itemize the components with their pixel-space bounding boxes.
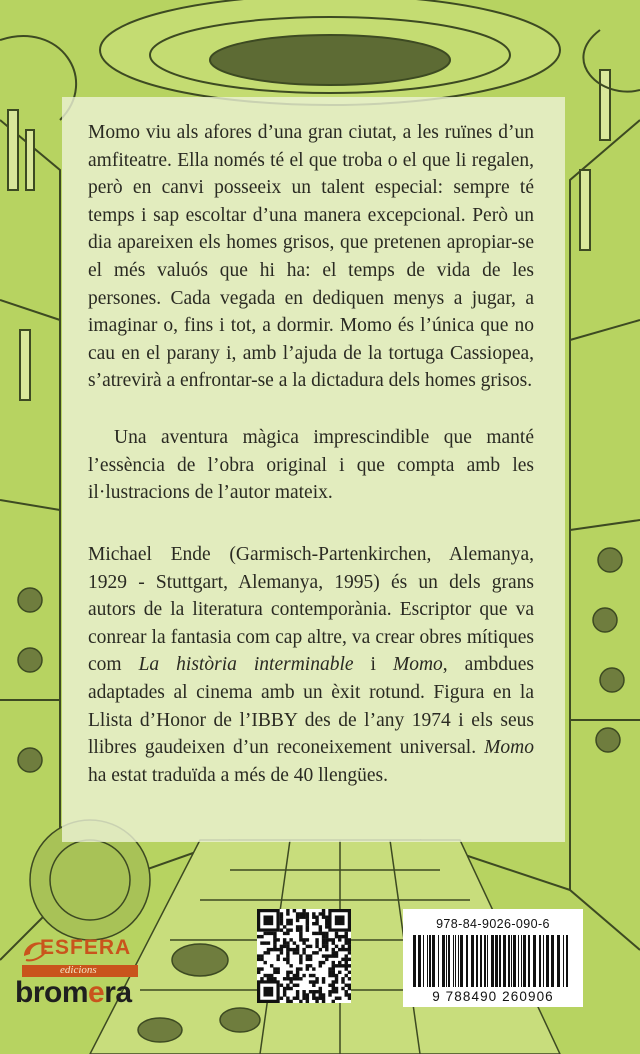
ean-number: 9 788490 260906 — [432, 989, 554, 1004]
book-title: Momo — [484, 737, 534, 759]
edicions-label: edicions — [60, 964, 97, 976]
author-bio-text: , ambdues adaptades al cinema amb un èxit rotund. Figura en la Llista d’Honor de l’IBBY des de l’any 1974 i els seus llibres gaudeixen d’un reconeixement universal. — [88, 654, 534, 759]
author-bio-text: i — [353, 654, 393, 676]
barcode-bars — [411, 935, 575, 987]
blurb-paragraph-1: Momo viu als afores d’una gran ciutat, a les ruïnes d’un amfiteatre. Ella només té el que troba o el que li regalen, però en canvi posseeix un talent especial: sempre té temps i sap escoltar d’una manera excepcional. Però un dia apareixen els homes grisos, que pretenen apropiar-se el més valuós que hi ha: el temps de vida de les persones. Cada vegada en dediquen menys a jugar, a imaginar o, fins i tot, a dormir. Momo és l’única que no cau en el parany i, amb l’ajuda de la tortuga Cassiopea, s’atrevirà a enfrontar-se a la dictadura dels homes grisos. — [88, 122, 534, 392]
isbn-number: 978-84-9026-090-6 — [436, 917, 550, 931]
author-bio-text: ha estat traduïda a més de 40 llengües. — [88, 764, 388, 786]
imprint-name: ESFERA — [40, 936, 132, 959]
qr-code-icon — [257, 909, 351, 1003]
author-bio-text: Michael Ende (Garmisch-Partenkirchen, Alemanya, 1929 - Stuttgart, Alemanya, 1995) és un dels grans autors de la literatura contemporània. Escriptor que va conrear la fantasia com cap altre, va crear obres mítiques com — [88, 544, 534, 676]
publisher-name-accent: e — [88, 976, 105, 1009]
book-title: La història interminable — [138, 654, 354, 676]
publisher-name — [15, 976, 132, 1010]
book-title: Momo — [392, 654, 443, 676]
publisher-name-part: brom — [15, 976, 88, 1009]
blurb-paragraph-2: Una aventura màgica imprescindible que manté l’essència de l’obra original i que compta amb les il·lustracions de l’autor mateix. — [88, 427, 534, 504]
publisher-name-part: ra — [104, 976, 132, 1009]
qr-code — [257, 909, 351, 1003]
author-bio — [88, 541, 534, 789]
